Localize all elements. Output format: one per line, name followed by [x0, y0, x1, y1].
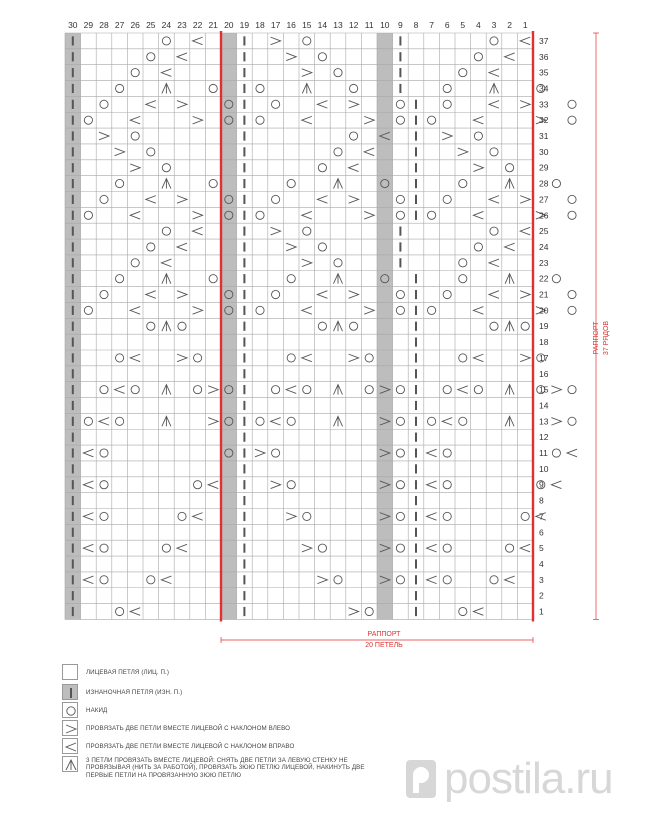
yarn-over-mark	[568, 290, 576, 298]
row-number: 13	[539, 416, 549, 427]
column-number: 9	[398, 20, 403, 30]
yarn-over-mark	[552, 449, 560, 457]
legend-item-k2tog-left	[62, 720, 386, 736]
row-number: 29	[539, 162, 549, 173]
row-number: 21	[539, 289, 549, 300]
column-number: 25	[146, 20, 156, 30]
column-number: 17	[270, 20, 281, 30]
row-numbers	[539, 36, 549, 617]
row-number: 9	[539, 479, 544, 490]
row-number: 15	[539, 384, 549, 395]
legend-item-knit	[62, 664, 386, 680]
legend-text: ПРОВЯЗАТЬ ДВЕ ПЕТЛИ ВМЕСТЕ ЛИЦЕВОЙ С НАКЛОНОМ ВПРАВО	[86, 743, 295, 750]
yarn-over-mark	[568, 306, 576, 314]
yarn-over-mark	[568, 386, 576, 394]
legend-text: НАКИД	[86, 707, 108, 714]
row-number: 12	[539, 432, 549, 443]
row-number: 16	[539, 368, 549, 379]
column-number: 26	[130, 20, 140, 30]
column-number: 23	[177, 20, 187, 30]
column-number: 20	[224, 20, 234, 30]
k2tog-left-mark	[551, 418, 561, 426]
legend-text: ПРОВЯЗАТЬ ДВЕ ПЕТЛИ ВМЕСТЕ ЛИЦЕВОЙ С НАКЛОНОМ ВЛЕВО	[86, 725, 291, 732]
column-number: 22	[192, 20, 203, 30]
row-number: 3	[539, 574, 544, 585]
knit-box-icon	[62, 664, 78, 680]
column-number: 13	[333, 20, 343, 30]
row-number: 6	[539, 527, 544, 538]
row-number: 24	[539, 241, 549, 252]
row-number: 19	[539, 321, 549, 332]
column-number: 3	[491, 20, 497, 30]
row-number: 17	[539, 352, 549, 363]
row-number: 30	[539, 146, 549, 157]
repeat-rows-label: РАППОРТ	[593, 321, 600, 355]
row-number: 4	[539, 558, 544, 569]
column-number: 19	[239, 20, 250, 30]
row-number: 36	[539, 51, 549, 62]
legend-item-k2tog-right	[62, 738, 386, 754]
column-number: 5	[460, 20, 466, 30]
legend-item-yo	[62, 702, 386, 718]
row-number: 37	[539, 35, 549, 46]
yarn-over-mark	[552, 275, 560, 283]
row-number: 22	[539, 273, 549, 284]
column-number: 24	[161, 20, 172, 30]
yarn-over-mark	[568, 100, 576, 108]
yarn-over-mark	[568, 116, 576, 124]
row-number: 27	[539, 194, 549, 205]
legend-item-k3tog	[62, 756, 386, 779]
legend-text: ЛИЦЕВАЯ ПЕТЛЯ (ЛИЦ. П.)	[86, 669, 170, 676]
repeat-stitches-label: РАППОРТ	[367, 631, 401, 638]
legend-text: ИЗНАНОЧНАЯ ПЕТЛЯ (ИЗН. П.)	[86, 689, 183, 696]
row-number: 20	[539, 305, 549, 316]
column-number: 27	[114, 20, 125, 30]
k2tog-left-icon	[62, 720, 78, 736]
row-number: 11	[539, 448, 548, 459]
row-number: 35	[539, 67, 549, 78]
yarn-over-mark	[568, 195, 576, 203]
yarn-over-mark	[568, 211, 576, 219]
k3tog-icon	[62, 756, 78, 772]
purl-box-icon	[62, 684, 78, 700]
row-number: 32	[539, 115, 549, 126]
column-numbers	[68, 20, 528, 30]
column-number: 7	[429, 20, 434, 30]
column-number: 10	[380, 20, 390, 30]
k2tog-right-mark	[551, 481, 561, 489]
row-number: 25	[539, 226, 549, 237]
row-number: 2	[539, 590, 544, 601]
row-number: 31	[539, 131, 549, 142]
column-number: 16	[286, 20, 296, 30]
column-number: 4	[476, 20, 481, 30]
column-number: 14	[317, 20, 328, 30]
k2tog-left-mark	[551, 386, 561, 394]
column-number: 6	[444, 20, 450, 30]
repeat-stitches-count: 20 ПЕТЕЛЬ	[365, 642, 403, 649]
column-number: 12	[348, 20, 359, 30]
postila-brand-text: postila.ru	[444, 754, 613, 803]
postila-logo-icon	[404, 758, 438, 800]
column-number: 28	[99, 20, 109, 30]
legend-item-purl	[62, 684, 386, 700]
repeat-rows-count: 37 РЯДОВ	[603, 320, 610, 356]
column-number: 11	[364, 20, 374, 30]
legend-text: 3 ПЕТЛИ ПРОВЯЗАТЬ ВМЕСТЕ ЛИЦЕВОЙ: СНЯТЬ ДВЕ ПЕТЛИ ЗА ЛЕВУЮ СТЕНКУ НЕ ПРОВЯЗЫВАЯ (НИТЬ ЗА РАБОТОЙ), ПРОВЯЗАТЬ 3ЮЮ ПЕТЛЮ ЛИЦЕВОЙ, НАКИНУТЬ ДВЕ ПЕРВЫЕ ПЕТЛИ НА ПРОВЯЗАННУЮ 3ЮЮ ПЕТЛЮ	[86, 757, 365, 779]
column-number: 30	[68, 20, 78, 30]
column-number: 18	[255, 20, 265, 30]
column-number: 29	[83, 20, 94, 30]
row-number: 28	[539, 178, 549, 189]
column-number: 8	[413, 20, 419, 30]
column-number: 15	[302, 20, 312, 30]
yo-circle-icon	[62, 702, 78, 718]
k2tog-right-icon	[62, 738, 78, 754]
row-number: 7	[539, 511, 544, 522]
yarn-over-mark	[568, 417, 576, 425]
column-number: 21	[208, 20, 218, 30]
row-number: 18	[539, 337, 549, 348]
column-number: 1	[522, 20, 528, 30]
row-number: 26	[539, 210, 549, 221]
k2tog-right-mark	[567, 449, 577, 457]
yarn-over-mark	[552, 179, 560, 187]
row-number: 33	[539, 99, 549, 110]
purl-column	[377, 33, 393, 619]
purl-column	[221, 33, 237, 619]
row-number: 1	[539, 606, 544, 617]
column-number: 2	[507, 20, 512, 30]
row-number: 10	[539, 463, 549, 474]
row-number: 8	[539, 495, 544, 506]
row-number: 23	[539, 257, 549, 268]
row-number: 5	[539, 543, 544, 554]
row-number: 34	[539, 83, 549, 94]
row-number: 14	[539, 400, 549, 411]
